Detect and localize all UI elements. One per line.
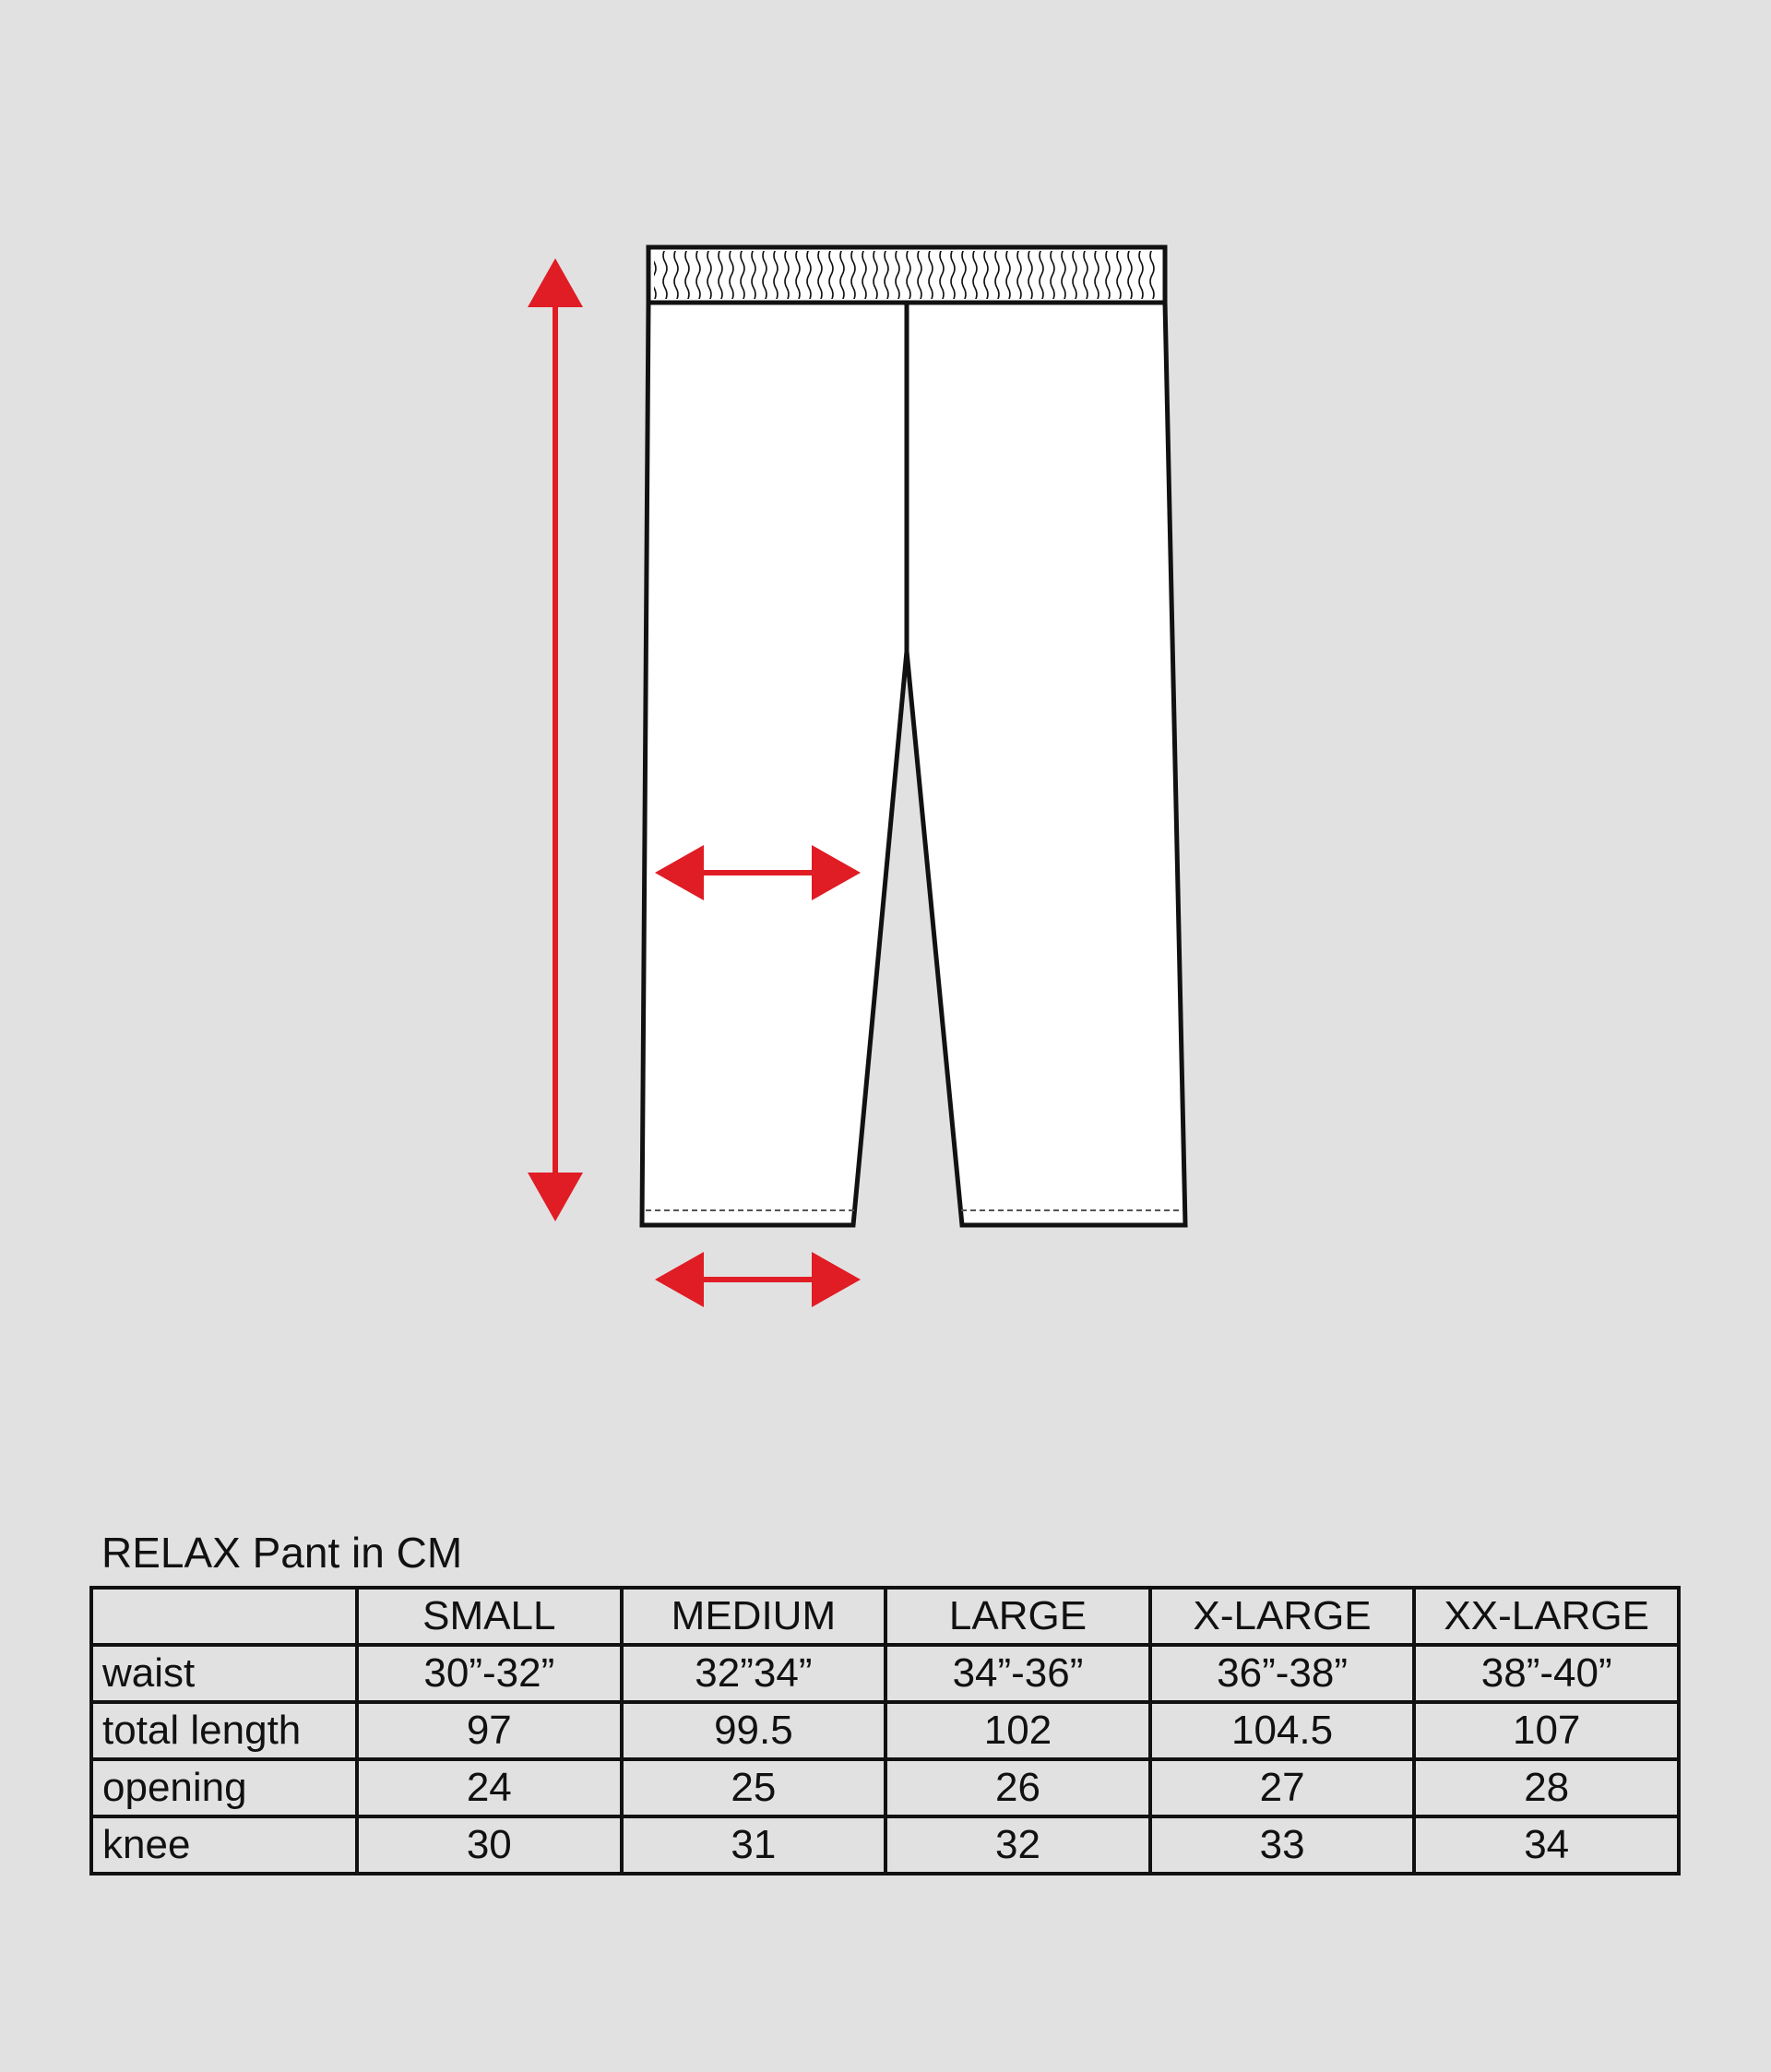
table-cell: 102 [886, 1702, 1150, 1759]
pants-body [642, 303, 1185, 1225]
size-chart-table [89, 1586, 1681, 1876]
waistband-rib [654, 251, 1159, 299]
table-cell: 31 [622, 1816, 886, 1874]
table-cell: 33 [1150, 1816, 1415, 1874]
table-cell: 34”-36” [886, 1645, 1150, 1702]
size-header: LARGE [886, 1588, 1150, 1645]
table-cell: 104.5 [1150, 1702, 1415, 1759]
size-header: XX-LARGE [1414, 1588, 1679, 1645]
table-cell: 99.5 [622, 1702, 886, 1759]
size-chart-title: RELAX Pant in CM [101, 1529, 463, 1577]
header-corner-cell [91, 1588, 357, 1645]
table-cell: 34 [1414, 1816, 1679, 1874]
table-row [91, 1816, 1679, 1874]
opening-arrow [655, 1252, 861, 1307]
table-row [91, 1702, 1679, 1759]
table-cell: 32”34” [622, 1645, 886, 1702]
length-arrow [528, 258, 583, 1221]
table-row [91, 1759, 1679, 1816]
row-label: knee [91, 1816, 357, 1874]
table-cell: 28 [1414, 1759, 1679, 1816]
table-cell: 30 [357, 1816, 622, 1874]
table-cell: 30”-32” [357, 1645, 622, 1702]
size-header: SMALL [357, 1588, 622, 1645]
table-cell: 26 [886, 1759, 1150, 1816]
table-cell: 36”-38” [1150, 1645, 1415, 1702]
table-row [91, 1645, 1679, 1702]
row-label: total length [91, 1702, 357, 1759]
size-header: X-LARGE [1150, 1588, 1415, 1645]
table-header-row [91, 1588, 1679, 1645]
table-cell: 25 [622, 1759, 886, 1816]
table-cell: 32 [886, 1816, 1150, 1874]
table-cell: 24 [357, 1759, 622, 1816]
table-cell: 38”-40” [1414, 1645, 1679, 1702]
row-label: opening [91, 1759, 357, 1816]
row-label: waist [91, 1645, 357, 1702]
table-cell: 97 [357, 1702, 622, 1759]
table-cell: 107 [1414, 1702, 1679, 1759]
table-cell: 27 [1150, 1759, 1415, 1816]
size-header: MEDIUM [622, 1588, 886, 1645]
